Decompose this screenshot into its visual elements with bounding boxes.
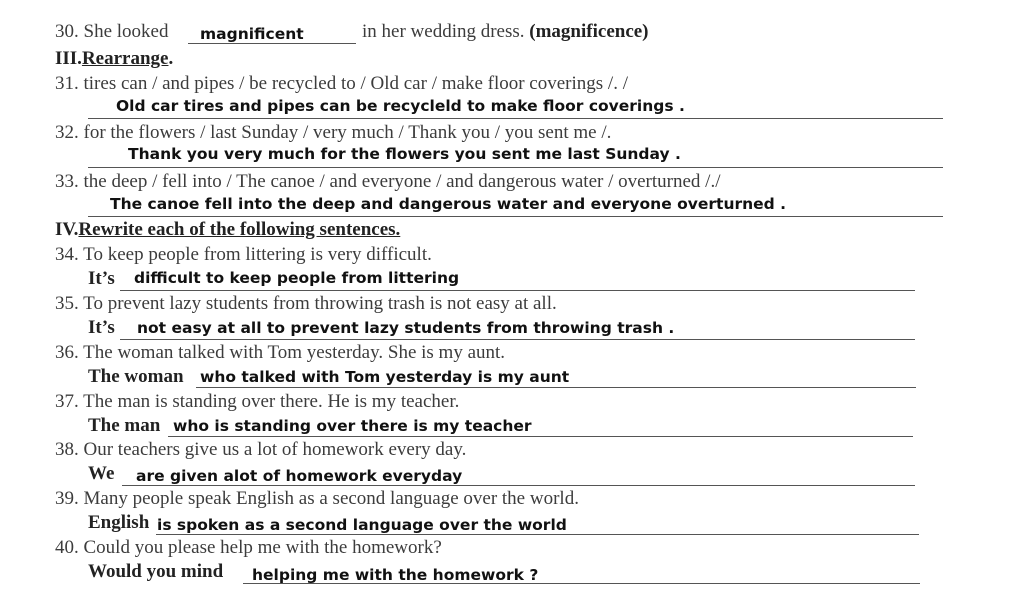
q34-number: 34. <box>55 244 79 265</box>
q38-answer[interactable]: are given alot of homework everyday <box>136 467 463 485</box>
q39-prompt <box>55 488 579 510</box>
q33-prompt <box>55 171 720 193</box>
q30-text-before: She looked <box>83 21 169 42</box>
q30-text-after <box>362 21 649 43</box>
q35-lead: It’s <box>88 317 115 338</box>
q37-number: 37. <box>55 391 79 412</box>
q31-answer-line <box>88 118 943 119</box>
q36-prompt <box>55 342 505 364</box>
q32-answer-line <box>88 167 943 168</box>
q36-answer[interactable]: who talked with Tom yesterday is my aunt <box>200 368 570 386</box>
q37-lead: The man <box>88 415 161 436</box>
section-4-number: IV. <box>55 219 79 240</box>
q32-number: 32. <box>55 122 79 143</box>
q37-answer-line <box>168 436 913 437</box>
q38-lead: We <box>88 463 115 484</box>
q39-lead: English <box>88 512 150 533</box>
q35-prompt <box>55 293 557 315</box>
q30-answer[interactable]: magnificent <box>200 25 304 43</box>
section-3-title: Rearrange <box>81 48 169 69</box>
q31-answer[interactable]: Old car tires and pipes can be recycleld to make floor coverings . <box>116 97 685 115</box>
section-4-title: Rewrite each of the following sentences. <box>78 219 401 240</box>
q35-text: To prevent lazy students from throwing trash is not easy at all. <box>83 293 557 314</box>
q32-prompt <box>55 122 611 144</box>
q38-answer-line <box>122 485 915 486</box>
q36-text: The woman talked with Tom yesterday. She is my aunt. <box>83 342 506 363</box>
q39-answer-line <box>156 534 919 535</box>
q31-prompt <box>55 73 628 95</box>
q30-after: in her wedding dress. <box>362 21 525 42</box>
q30-hint: (magnificence) <box>529 21 649 42</box>
q39-text: Many people speak English as a second language over the world. <box>83 488 579 509</box>
q40-prompt <box>55 537 442 559</box>
q36-lead: The woman <box>88 366 184 387</box>
q35-answer-line <box>120 339 915 340</box>
q33-answer-line <box>88 216 943 217</box>
q34-prompt <box>55 244 432 266</box>
q31-number: 31. <box>55 73 79 94</box>
q35-answer[interactable]: not easy at all to prevent lazy students from throwing trash . <box>137 319 675 337</box>
section-4-heading <box>55 219 400 241</box>
q38-text: Our teachers give us a lot of homework every day. <box>83 439 467 460</box>
q36-number: 36. <box>55 342 79 363</box>
q37-answer[interactable]: who is standing over there is my teacher <box>173 417 532 435</box>
q33-answer[interactable]: The canoe fell into the deep and dangerous water and everyone overturned . <box>110 195 787 213</box>
q33-text: the deep / fell into / The canoe / and everyone / and dangerous water / overturned /./ <box>83 171 721 192</box>
q40-text: Could you please help me with the homework? <box>83 537 442 558</box>
section-3-number: III. <box>55 48 82 69</box>
q34-answer[interactable]: difficult to keep people from littering <box>134 269 460 287</box>
q38-number: 38. <box>55 439 79 460</box>
q30-number: 30. <box>55 21 79 42</box>
q40-number: 40. <box>55 537 79 558</box>
section-3-heading <box>55 48 173 70</box>
q34-lead: It’s <box>88 268 115 289</box>
q38-prompt <box>55 439 466 461</box>
q34-answer-line <box>120 290 915 291</box>
q32-text: for the flowers / last Sunday / very much / Thank you / you sent me /. <box>83 122 612 143</box>
section-3-dot: . <box>168 48 174 69</box>
q30-answer-underline <box>188 43 356 44</box>
q40-answer-line <box>243 583 920 584</box>
q30-line <box>55 21 168 43</box>
q34-text: To keep people from littering is very difficult. <box>83 244 432 265</box>
q40-answer[interactable]: helping me with the homework ? <box>252 566 539 584</box>
q40-lead: Would you mind <box>88 561 224 582</box>
q39-number: 39. <box>55 488 79 509</box>
q36-answer-line <box>196 387 916 388</box>
q37-prompt <box>55 391 459 413</box>
q37-text: The man is standing over there. He is my teacher. <box>83 391 460 412</box>
q31-text: tires can / and pipes / be recycled to / Old car / make floor coverings /. / <box>83 73 628 94</box>
q35-number: 35. <box>55 293 79 314</box>
q33-number: 33. <box>55 171 79 192</box>
q32-answer[interactable]: Thank you very much for the flowers you sent me last Sunday . <box>128 145 681 163</box>
q39-answer[interactable]: is spoken as a second language over the world <box>157 516 567 534</box>
